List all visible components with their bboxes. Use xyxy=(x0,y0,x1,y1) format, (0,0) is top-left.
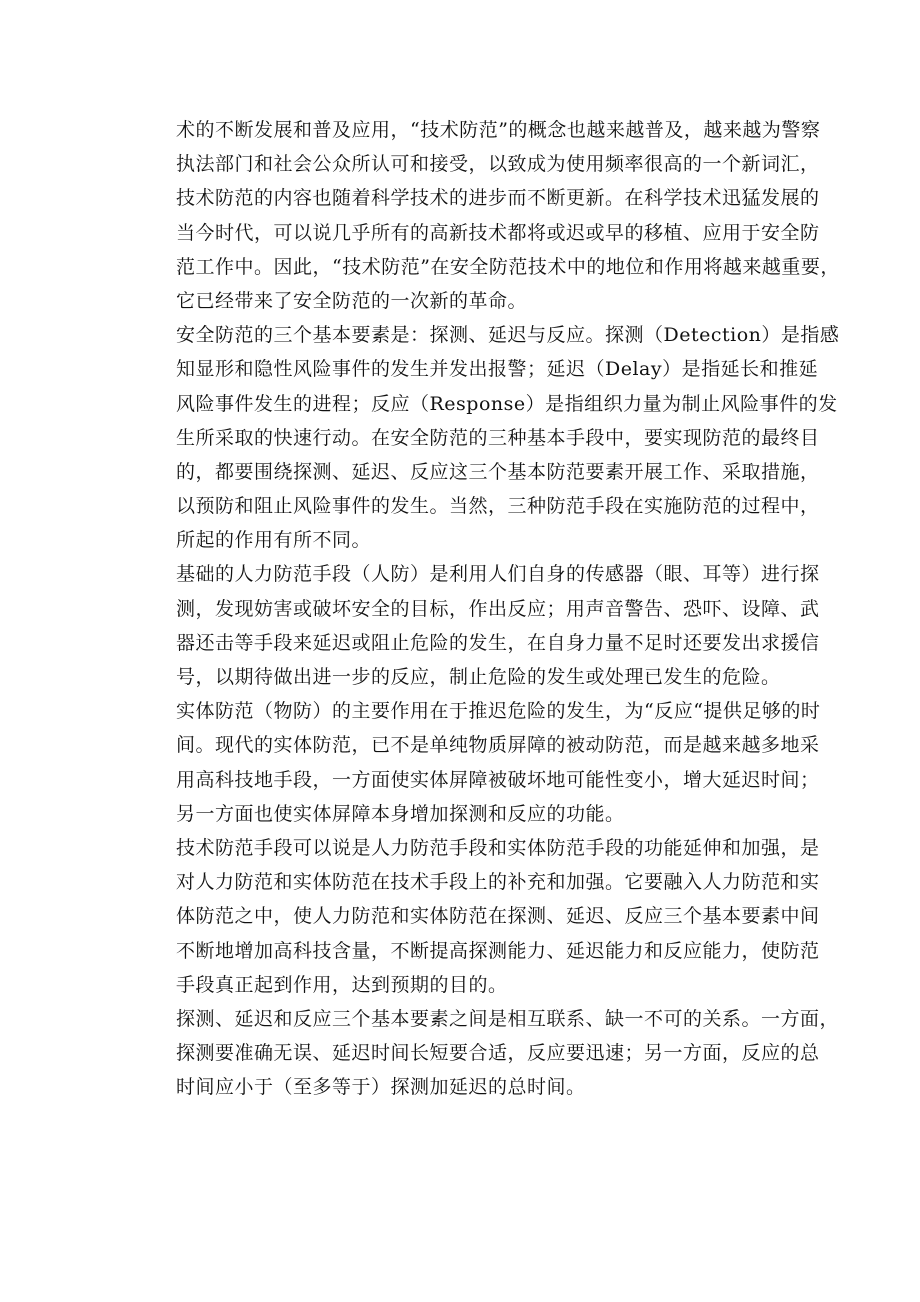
text-line: 另一方面也使实体屏障本身增加探测和反应的功能。 xyxy=(176,802,625,825)
text-line: 手段真正起到作用，达到预期的目的。 xyxy=(176,973,508,996)
text-line: 用高科技地手段，一方面使实体屏障被破坏地可能性变小，增大延迟时间； xyxy=(176,768,820,791)
text-line: 探测、延迟和反应三个基本要素之间是相互联系、缺一不可的关系。一方面， xyxy=(176,1007,840,1030)
text-line: 不断地增加高科技含量，不断提高探测能力、延迟能力和反应能力，使防范 xyxy=(176,939,820,962)
paragraph-5 xyxy=(176,831,820,1002)
text-line: 范工作中。因此，“技术防范”在安全防范技术中的地位和作用将越来越重要， xyxy=(176,255,840,278)
text-line: 当今时代，可以说几乎所有的高新技术都将或迟或早的移植、应用于安全防 xyxy=(176,221,820,244)
text-line: 测，发现妨害或破坏安全的目标，作出反应；用声音警告、恐吓、设障、武 xyxy=(176,597,820,620)
text-line: 对人力防范和实体防范在技术手段上的补充和加强。它要融入人力防范和实 xyxy=(176,871,820,894)
text-line: 实体防范（物防）的主要作用在于推迟危险的发生，为“反应“提供足够的时 xyxy=(176,700,821,723)
text-line: 安全防范的三个基本要素是：探测、延迟与反应。探测（Detection）是指感 xyxy=(176,324,840,347)
text-line: 所起的作用有所不同。 xyxy=(176,529,372,552)
paragraph-4 xyxy=(176,694,821,831)
text-line: 体防范之中，使人力防范和实体防范在探测、延迟、反应三个基本要素中间 xyxy=(176,905,820,928)
paragraph-6 xyxy=(176,1002,840,1105)
text-line: 术的不断发展和普及应用，“技术防范”的概念也越来越普及，越来越为警察 xyxy=(176,119,821,141)
text-line: 生所采取的快速行动。在安全防范的三种基本手段中，要实现防范的最终目 xyxy=(176,426,820,449)
paragraph-3 xyxy=(176,557,820,694)
text-line: 技术防范的内容也随着科学技术的进步而不断更新。在科学技术迅猛发展的 xyxy=(176,187,820,210)
text-line: 技术防范手段可以说是人力防范手段和实体防范手段的功能延伸和加强，是 xyxy=(176,836,820,859)
text-line: 基础的人力防范手段（人防）是利用人们自身的传感器（眼、耳等）进行探 xyxy=(176,563,820,586)
text-line: 的，都要围绕探测、延迟、反应这三个基本防范要素开展工作、采取措施， xyxy=(176,460,820,483)
text-line: 它已经带来了安全防范的一次新的革命。 xyxy=(176,289,528,312)
text-line: 探测要准确无误、延迟时间长短要合适，反应要迅速；另一方面，反应的总 xyxy=(176,1042,820,1065)
text-line: 执法部门和社会公众所认可和接受，以致成为使用频率很高的一个新词汇， xyxy=(176,153,820,176)
text-line: 器还击等手段来延迟或阻止危险的发生，在自身力量不足时还要发出求援信 xyxy=(176,631,820,654)
text-line: 时间应小于（至多等于）探测加延迟的总时间。 xyxy=(176,1076,586,1099)
document-body xyxy=(176,113,840,1104)
paragraph-2 xyxy=(176,318,840,557)
text-line: 知显形和隐性风险事件的发生并发出报警；延迟（Delay）是指延长和推延 xyxy=(176,358,819,381)
text-line: 号，以期待做出进一步的反应，制止危险的发生或处理已发生的危险。 xyxy=(176,666,781,688)
text-line: 间。现代的实体防范，已不是单纯物质屏障的被动防范，而是越来越多地采 xyxy=(176,734,820,757)
paragraph-1 xyxy=(176,113,840,318)
text-line: 风险事件发生的进程；反应（Response）是指组织力量为制止风险事件的发 xyxy=(176,392,838,415)
text-line: 以预防和阻止风险事件的发生。当然，三种防范手段在实施防范的过程中， xyxy=(176,495,820,518)
